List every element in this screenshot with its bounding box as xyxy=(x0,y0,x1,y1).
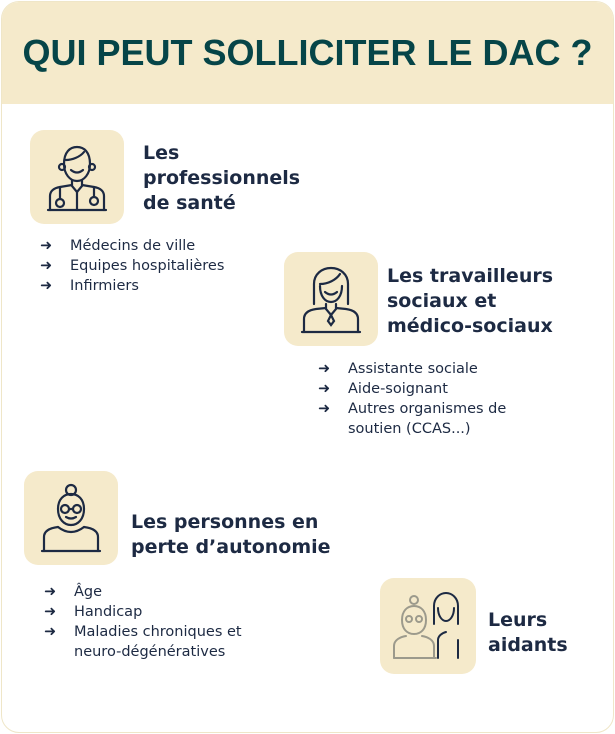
list-item xyxy=(318,399,548,439)
item-text: Autres organismes de soutien (CCAS...) xyxy=(348,401,507,437)
doctor-icon xyxy=(30,130,124,224)
list-item xyxy=(318,359,548,379)
item-text: Assistante sociale xyxy=(348,361,478,377)
heading-line: Leurs xyxy=(488,609,548,631)
heading-line: aidants xyxy=(488,634,568,656)
heading-line: sociaux et xyxy=(387,290,497,312)
arrow-right-icon: ➜ xyxy=(40,278,53,294)
arrow-right-icon: ➜ xyxy=(40,258,53,274)
arrow-right-icon: ➜ xyxy=(44,604,57,620)
social-worker-icon xyxy=(284,252,378,346)
elderly-person-icon xyxy=(24,471,118,565)
item-text: Handicap xyxy=(74,604,143,620)
header xyxy=(2,2,613,104)
item-text: Aide-soignant xyxy=(348,381,448,397)
heading-line: perte d’autonomie xyxy=(131,536,331,558)
item-text: Equipes hospitalières xyxy=(70,258,225,274)
heading-line: de santé xyxy=(143,192,236,214)
item-text: Maladies chroniques et neuro-dégénératives xyxy=(74,624,242,660)
group-heading-personnes xyxy=(131,510,331,560)
group-heading-professionnels xyxy=(143,141,300,216)
list-item xyxy=(40,256,280,276)
heading-line: Les personnes en xyxy=(131,511,319,533)
item-text: Infirmiers xyxy=(70,278,139,294)
page-title: QUI PEUT SOLLICITER LE DAC ? xyxy=(22,32,593,73)
arrow-right-icon: ➜ xyxy=(44,624,57,640)
arrow-right-icon: ➜ xyxy=(40,238,53,254)
caregivers-icon xyxy=(380,578,476,674)
arrow-right-icon: ➜ xyxy=(318,381,331,397)
list-travailleurs xyxy=(318,359,548,439)
list-item xyxy=(318,379,548,399)
heading-line: professionnels xyxy=(143,167,301,189)
heading-line: Les xyxy=(143,142,180,164)
arrow-right-icon: ➜ xyxy=(318,401,331,417)
list-item xyxy=(44,622,284,662)
list-item xyxy=(44,602,284,622)
list-professionnels xyxy=(40,236,280,296)
list-item xyxy=(40,276,280,296)
arrow-right-icon: ➜ xyxy=(318,361,331,377)
group-heading-aidants xyxy=(488,608,568,658)
list-item xyxy=(40,236,280,256)
arrow-right-icon: ➜ xyxy=(44,584,57,600)
group-heading-travailleurs xyxy=(387,264,553,339)
item-text: Âge xyxy=(74,584,103,600)
item-text: Médecins de ville xyxy=(70,238,196,254)
list-personnes xyxy=(44,582,284,662)
heading-line: médico-sociaux xyxy=(387,315,553,337)
heading-line: Les travailleurs xyxy=(387,265,554,287)
list-item xyxy=(44,582,284,602)
